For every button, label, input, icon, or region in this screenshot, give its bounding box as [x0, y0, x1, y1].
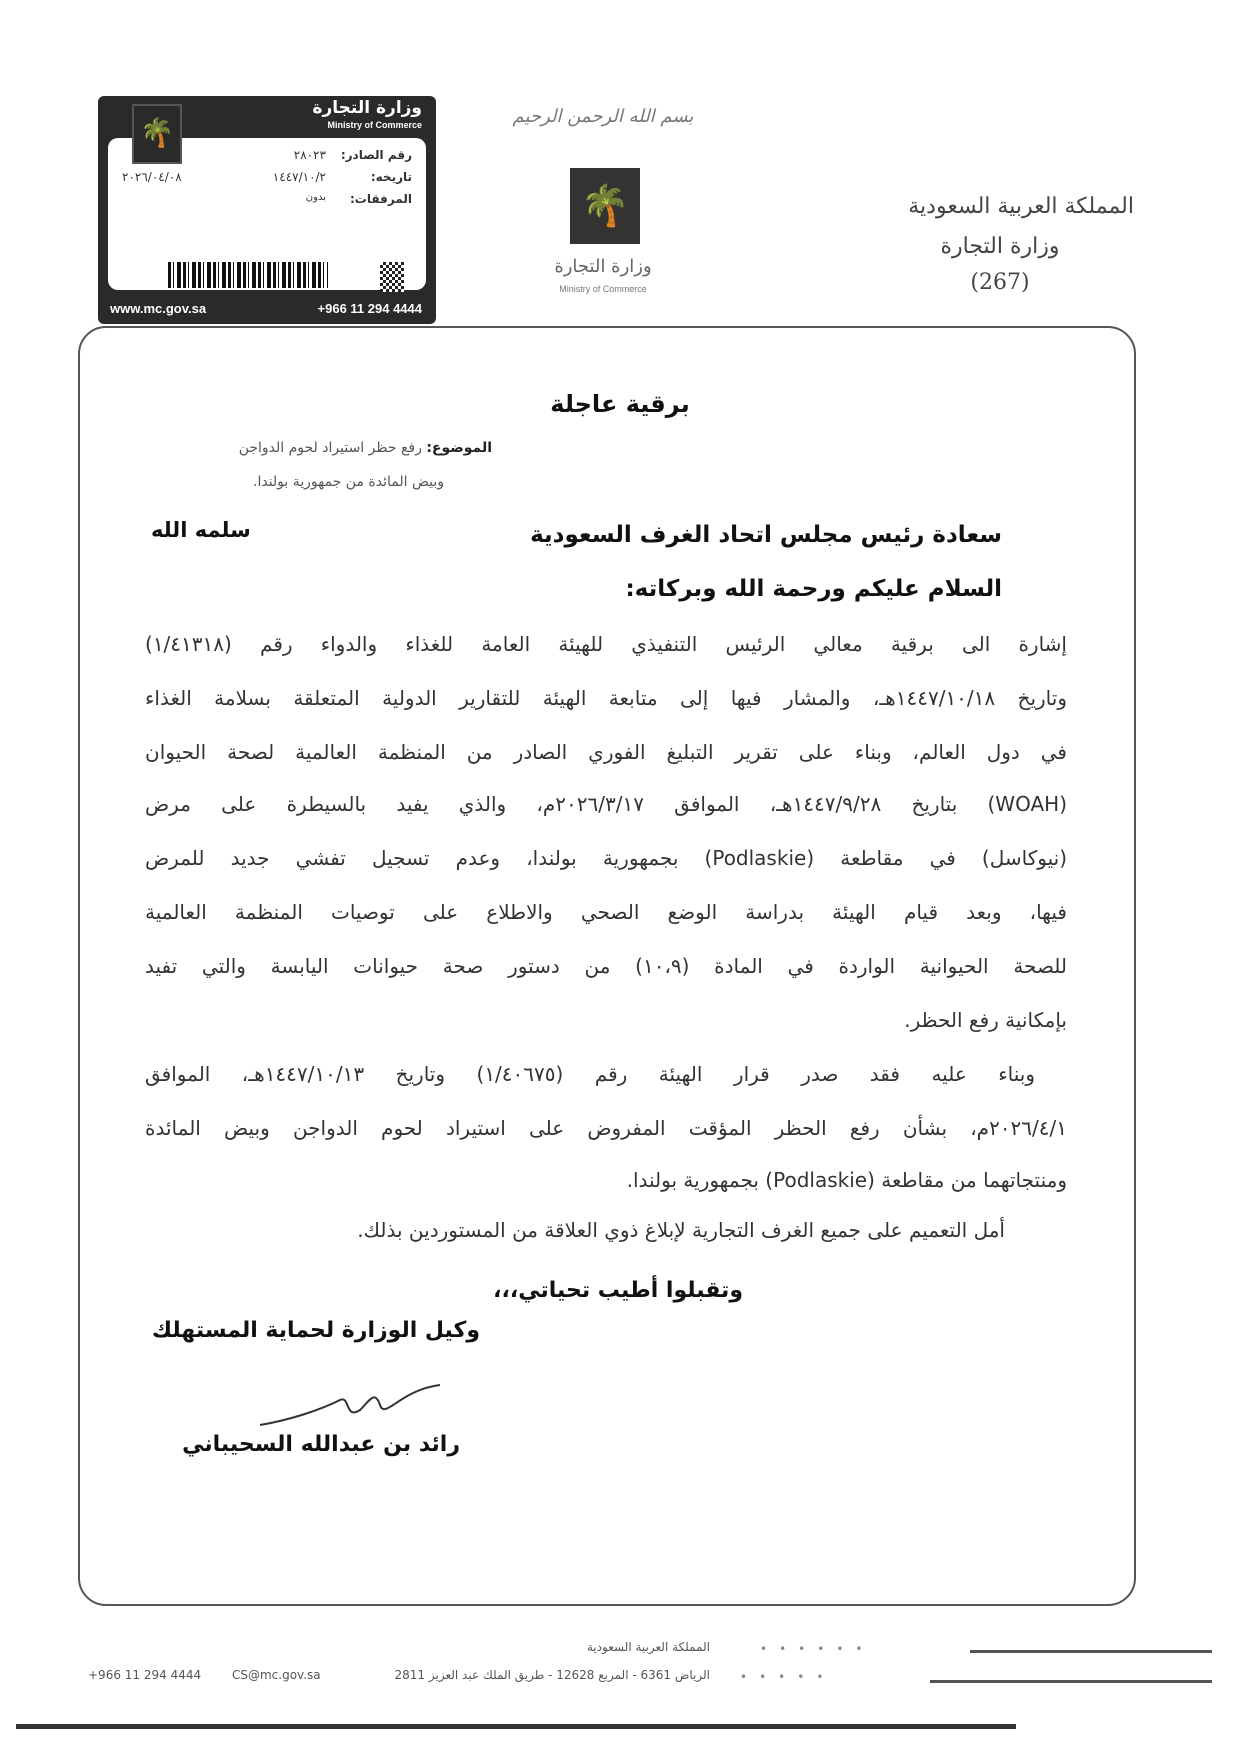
- footer-dots: •••••: [740, 1670, 836, 1684]
- paragraph1-line: بإمكانية رفع الحظر.: [904, 1008, 1067, 1032]
- signature: [250, 1370, 450, 1440]
- date-gregorian: ٢٠٢٦/٠٤/٠٨: [122, 170, 182, 184]
- subject-line-1: [239, 440, 492, 456]
- footer-email: CS@mc.gov.sa: [232, 1668, 321, 1682]
- paragraph1-line: في دول العالم، وبناء على تقرير التبليغ الفوري الصادر من المنظمة العالمية لصحة الحيوان: [145, 740, 1067, 764]
- paragraph3: أمل التعميم على جميع الغرف التجارية لإبلاغ ذوي العلاقة من المستوردين بذلك.: [357, 1218, 1005, 1242]
- footer-rule: [970, 1650, 1212, 1653]
- footer-dots: ••••••: [760, 1642, 875, 1656]
- footer-rule: [930, 1680, 1212, 1683]
- subject-text-1: رفع حظر استيراد لحوم الدواجن: [238, 440, 422, 456]
- stamp-ministry-ar: وزارة التجارة: [312, 98, 422, 118]
- basmala: بسم الله الرحمن الرحيم: [512, 106, 694, 127]
- paragraph1-line: إشارة الى برقية معالي الرئيس التنفيذي للهيئة العامة للغذاء والدواء رقم (١/٤١٣١٨): [145, 632, 1067, 656]
- footer-address: الرياض 6361 - المربع 12628 - طريق الملك عبد العزيز 2811: [394, 1668, 710, 1682]
- outgoing-stamp: [98, 96, 436, 324]
- barcode: [168, 262, 328, 288]
- center-ministry-en: Ministry of Commerce: [559, 284, 647, 294]
- qr-code: [380, 262, 404, 292]
- date-hijri: ١٤٤٧/١٠/٢: [272, 170, 326, 184]
- footer-phone: +966 11 294 4444: [88, 1668, 202, 1682]
- recipient: سعادة رئيس مجلس اتحاد الغرف السعودية: [530, 522, 1002, 548]
- paragraph1-line: وتاريخ ١٤٤٧/١٠/١٨هـ، والمشار فيها إلى متابعة الهيئة للتقارير الدولية المتعلقة بسلامة الغذاء: [145, 686, 1068, 710]
- greeting: السلام عليكم ورحمة الله وبركاته:: [625, 576, 1002, 602]
- paragraph1-line: (نيوكاسل) في مقاطعة (Podlaskie) بجمهورية بولندا، وعدم تسجيل تفشي جديد للمرض: [145, 846, 1067, 870]
- emblem-icon: 🌴: [132, 104, 182, 164]
- emblem-icon: 🌴: [570, 168, 640, 244]
- ministry-name: وزارة التجارة: [940, 234, 1060, 259]
- paragraph1-line: فيها، وبعد قيام الهيئة بدراسة الوضع الصحي والاطلاع على توصيات المنظمة العالمية: [145, 900, 1067, 924]
- subject-label: الموضوع:: [426, 440, 492, 456]
- kingdom-name: المملكة العربية السعودية: [908, 194, 1134, 219]
- paragraph1-line: للصحة الحيوانية الواردة في المادة (١٠،٩) من دستور صحة حيوانات اليابسة والتي تفيد: [145, 954, 1068, 978]
- outgoing-value: ٢٨٠٢٣: [293, 148, 326, 162]
- attachments-label: المرفقات:: [350, 192, 412, 206]
- closing: وتقبلوا أطيب تحياتي،،،: [493, 1278, 743, 1303]
- attachments-value: بدون: [305, 192, 326, 203]
- subject-line-2: وبيض المائدة من جمهورية بولندا.: [253, 474, 444, 490]
- paragraph1-line: (WOAH) بتاريخ ١٤٤٧/٩/٢٨هـ، الموافق ٢٠٢٦/٣/١٧م، والذي يفيد بالسيطرة على مرض: [145, 792, 1067, 816]
- date-label: تاريخه:: [370, 170, 412, 184]
- footer-kingdom: المملكة العربية السعودية: [586, 1640, 710, 1654]
- outgoing-label: رقم الصادر:: [340, 148, 412, 162]
- paragraph2-line: ومنتجاتهما من مقاطعة (Podlaskie) بجمهورية بولندا.: [626, 1168, 1067, 1192]
- letter-title: برقية عاجلة: [550, 390, 690, 418]
- signer-name: رائد بن عبدالله السحيباني: [182, 1432, 460, 1457]
- center-ministry-ar: وزارة التجارة: [554, 256, 652, 277]
- stamp-ministry-en: Ministry of Commerce: [327, 120, 422, 130]
- paragraph2-line: وبناء عليه فقد صدر قرار الهيئة رقم (١/٤٠٦٧٥) وتاريخ ١٤٤٧/١٠/١٣هـ، الموافق: [145, 1062, 1035, 1086]
- salutation-right: سلمه الله: [151, 518, 251, 542]
- document-number: (267): [970, 270, 1030, 295]
- bottom-rule: [16, 1724, 1016, 1729]
- signer-title: وكيل الوزارة لحماية المستهلك: [151, 1318, 480, 1343]
- stamp-phone: +966 11 294 4444: [317, 301, 422, 316]
- stamp-website: www.mc.gov.sa: [110, 301, 207, 316]
- paragraph2-line: ٢٠٢٦/٤/١م، بشأن رفع الحظر المؤقت المفروض على استيراد لحوم الدواجن وبيض المائدة: [145, 1116, 1067, 1140]
